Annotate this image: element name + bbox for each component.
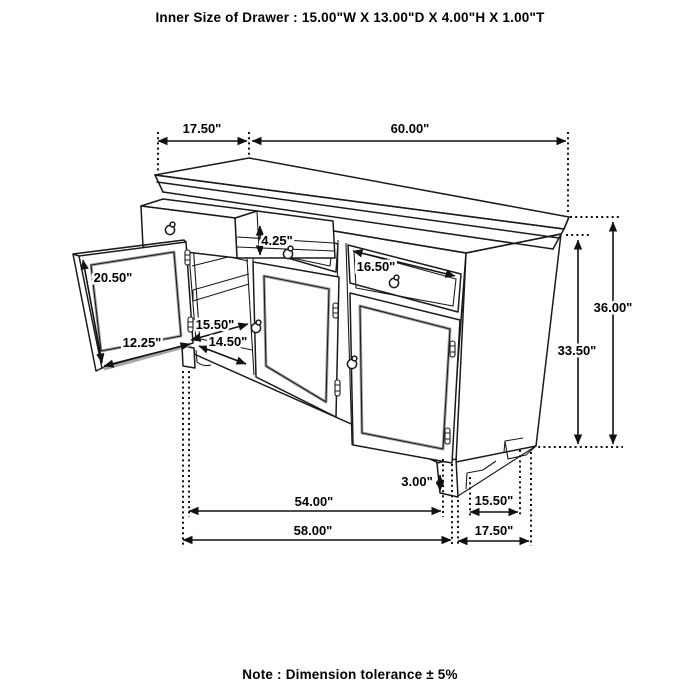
dim-label-door-width: 12.25"	[122, 335, 162, 350]
dim-label-door-height: 20.50"	[93, 270, 133, 285]
dim-label-inner-width: 14.50"	[208, 334, 248, 349]
dim-label-drawer-height: 4.25"	[261, 233, 293, 248]
dim-label-opening-width: 15.50"	[195, 317, 235, 332]
right-door	[350, 293, 460, 463]
dim-label-leg-height: 3.00"	[401, 474, 433, 489]
front-left-leg	[182, 346, 195, 368]
dim-label-inner-base-width: 54.00"	[294, 494, 334, 509]
right-door-hinge	[445, 428, 450, 444]
cabinet-side-panel	[456, 234, 561, 496]
middle-door-hinge	[335, 380, 340, 396]
dim-label-base-depth: 17.50"	[474, 523, 514, 538]
dim-label-carcass-height: 33.50"	[557, 343, 597, 358]
left-door-hinge	[188, 317, 193, 332]
tolerance-note: Note : Dimension tolerance ± 5%	[242, 667, 458, 682]
dim-label-overall-height: 36.00"	[593, 300, 633, 315]
dim-label-top-depth: 17.50"	[182, 121, 222, 136]
drawer-inner-size-title: Inner Size of Drawer : 15.00"W X 13.00"D X 4.00"H X 1.00"T	[155, 10, 545, 25]
dim-label-side-leg-span: 15.50"	[474, 493, 514, 508]
dim-label-drawer-width: 16.50"	[356, 259, 396, 274]
left-door-hinge	[185, 250, 190, 265]
middle-door	[253, 262, 339, 417]
right-door-hinge	[450, 341, 455, 357]
middle-door-hinge	[333, 303, 338, 318]
dim-label-base-width: 58.00"	[293, 523, 333, 538]
dim-label-top-width: 60.00"	[390, 121, 430, 136]
